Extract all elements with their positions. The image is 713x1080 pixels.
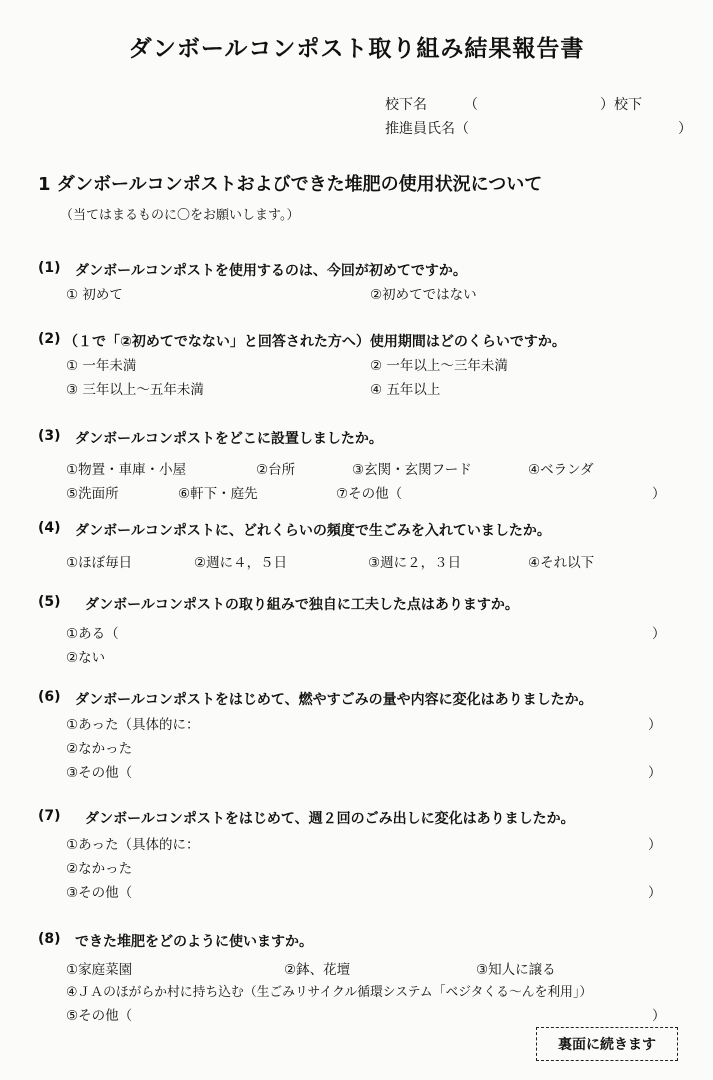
school-close: ）校下 bbox=[600, 97, 642, 113]
question-text: ダンボールコンポストを使用するのは、今回が初めてですか。 bbox=[75, 263, 467, 279]
answer-option: ②ない bbox=[66, 650, 106, 666]
answer-option: ④ 五年以上 bbox=[370, 382, 441, 398]
answer-option: ①家庭菜園 bbox=[66, 962, 133, 978]
answer-option: ③その他（ bbox=[66, 765, 133, 781]
page-title: ダンボールコンポスト取り組み結果報告書 bbox=[128, 36, 585, 62]
answer-option: ⑤洗面所 bbox=[66, 486, 119, 502]
question-number: (6) bbox=[38, 689, 61, 705]
answer-option: ④ベランダ bbox=[528, 462, 594, 478]
answer-option: ①あった（具体的に： bbox=[66, 837, 200, 853]
question-text: （１で「②初めてでなない」と回答された方へ）使用期間はどのくらいですか。 bbox=[64, 334, 566, 350]
promoter-close: ） bbox=[678, 121, 692, 137]
question-text: ダンボールコンポストの取り組みで独自に工夫した点はありますか。 bbox=[85, 597, 519, 613]
question-number: (7) bbox=[38, 808, 61, 824]
answer-option: ④それ以下 bbox=[528, 555, 595, 571]
school-open-paren: （ bbox=[464, 97, 478, 113]
question-number: (5) bbox=[38, 594, 61, 610]
answer-option: ④ＪＡのほがらか村に持ち込む（生ごみリサイクル循環システム「ベジタくる～んを利用」） bbox=[66, 985, 593, 1000]
question-text: ダンボールコンポストをはじめて、週２回のごみ出しに変化はありましたか。 bbox=[85, 811, 575, 827]
school-label: 校下名 bbox=[385, 97, 427, 113]
answer-option: ① 初めて bbox=[66, 287, 123, 303]
answer-close-paren: ） bbox=[648, 885, 662, 901]
answer-option: ②初めてではない bbox=[370, 287, 477, 303]
answer-option: ⑥軒下・庭先 bbox=[178, 486, 258, 502]
answer-option: ③玄関・玄関フード bbox=[352, 462, 472, 478]
answer-option: ③その他（ bbox=[66, 885, 133, 901]
answer-option: ① 一年未満 bbox=[66, 358, 137, 374]
answer-option: ①ほぼ毎日 bbox=[66, 555, 133, 571]
question-text: ダンボールコンポストをどこに設置しましたか。 bbox=[75, 431, 383, 447]
answer-close-paren: ） bbox=[652, 1008, 666, 1024]
answer-option: ①物置・車庫・小屋 bbox=[66, 462, 187, 478]
answer-close-paren: ） bbox=[652, 486, 666, 502]
answer-close-paren: ） bbox=[648, 717, 662, 733]
question-text: ダンボールコンポストをはじめて、燃やすごみの量や内容に変化はありましたか。 bbox=[75, 692, 593, 708]
answer-option: ⑦その他（ bbox=[336, 486, 403, 502]
question-number: (4) bbox=[38, 520, 61, 536]
answer-close-paren: ） bbox=[648, 837, 662, 853]
answer-option: ②なかった bbox=[66, 861, 133, 877]
section-title: 1 ダンボールコンポストおよびできた堆肥の使用状況について bbox=[38, 174, 543, 195]
answer-close-paren: ） bbox=[648, 765, 662, 781]
answer-option: ② 一年以上～三年未満 bbox=[370, 358, 508, 374]
continue-notice bbox=[536, 1027, 678, 1061]
question-text: ダンボールコンポストに、どれくらいの頻度で生ごみを入れていましたか。 bbox=[75, 523, 551, 539]
promoter-label: 推進員氏名（ bbox=[385, 121, 469, 137]
question-number: (2) bbox=[38, 331, 61, 347]
answer-option: ③ 三年以上～五年未満 bbox=[66, 382, 204, 398]
question-number: (3) bbox=[38, 428, 61, 444]
answer-option: ②なかった bbox=[66, 741, 133, 757]
answer-option: ③週に２，３日 bbox=[368, 555, 462, 571]
question-number: (8) bbox=[38, 931, 61, 947]
answer-option: ②台所 bbox=[256, 462, 296, 478]
question-text: できた堆肥をどのように使いますか。 bbox=[75, 934, 313, 950]
continue-label: 裏面に続きます bbox=[558, 1037, 656, 1053]
section-note: （当てはまるものに〇をお願いします。） bbox=[60, 208, 300, 223]
answer-option: ①ある（ bbox=[66, 626, 119, 642]
answer-option: ③知人に譲る bbox=[476, 962, 556, 978]
question-number: (1) bbox=[38, 260, 61, 276]
answer-option: ①あった（具体的に： bbox=[66, 717, 200, 733]
answer-option: ②週に４，５日 bbox=[194, 555, 288, 571]
answer-close-paren: ） bbox=[652, 626, 666, 642]
answer-option: ②鉢、花壇 bbox=[284, 962, 351, 978]
answer-option: ⑤その他（ bbox=[66, 1008, 133, 1024]
